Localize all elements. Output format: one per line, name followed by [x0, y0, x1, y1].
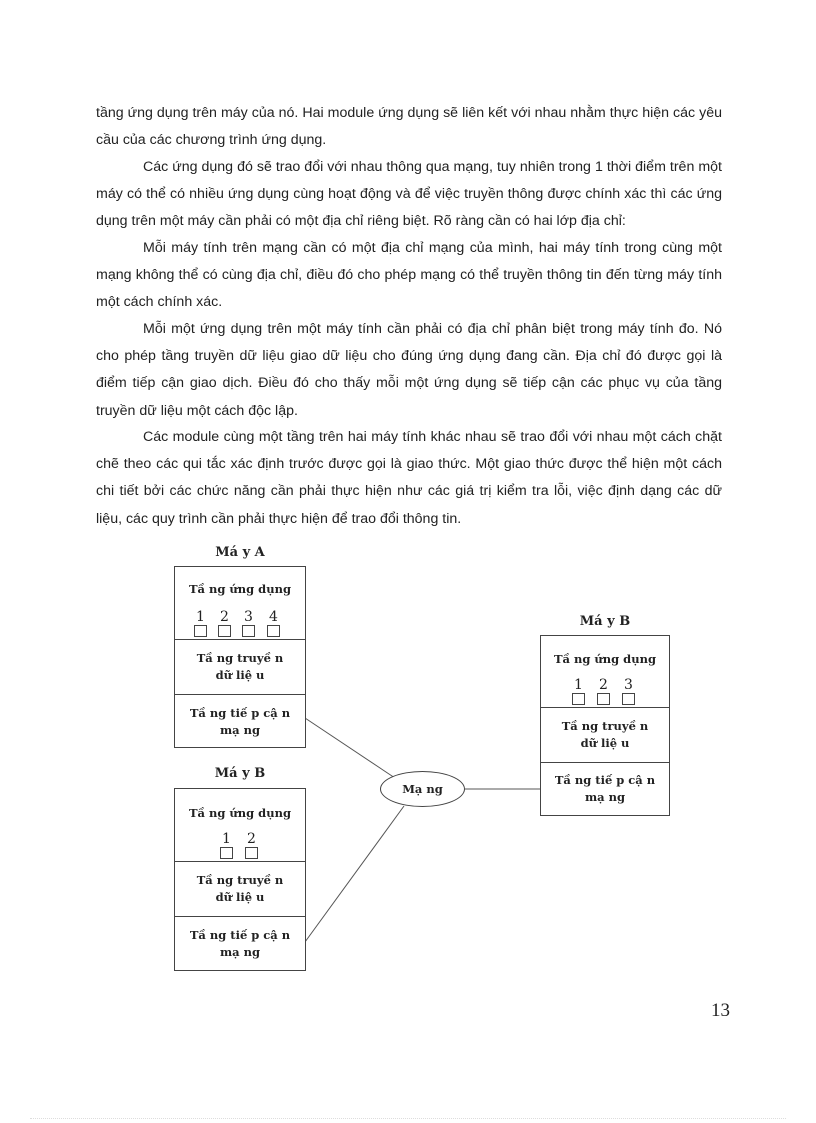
port-square	[194, 625, 207, 637]
access-line-1: Tầ ng tiế p cậ n	[554, 773, 656, 787]
access-line-1: Tầ ng tiế p cậ n	[189, 928, 291, 942]
port-square	[242, 625, 255, 637]
port-square	[267, 625, 280, 637]
port-number: 3	[244, 609, 253, 625]
machine-a-app-layer	[175, 567, 305, 639]
access-line-2: mạ ng	[219, 945, 261, 959]
port-square	[245, 847, 258, 859]
paragraph-5: Các module cùng một tầng trên hai máy tính khác nhau sẽ trao đổi với nhau một cách chặt chẽ theo các qui tắc xác định trước được gọi là giao thức. Một giao thức được thể hiện một cách chi tiết bởi các chức năng cần phải thực hiện như các giá trị kiểm tra lỗi, việc định dạng các dữ liệu, các quy trình cần phải thực hiện để trao đổi thông tin.	[96, 429, 722, 527]
link-b-left-to-network	[305, 806, 404, 942]
machine-a-transport-layer	[175, 639, 305, 694]
machine-a-label: Má y A	[215, 545, 265, 560]
transport-line-1: Tầ ng truyề n	[196, 873, 284, 887]
machine-b-right-app-layer-label: Tầ ng ứng dụng	[554, 652, 656, 666]
transport-line-2: dữ liệ u	[215, 668, 265, 682]
paragraph-4: Mỗi một ứng dụng trên một máy tính cần phải có địa chỉ phân biệt trong máy tính đo. Nó cho phép tầng truyền dữ liệu giao dữ liệu cho đúng ứng dụng đang cần. Địa chỉ đó được gọi là điểm tiếp cận giao dịch. Điều đó cho thấy mỗi một ứng dụng sẽ tiếp cận các phục vụ của tầng truyền dữ liệu một cách độc lập.	[96, 321, 722, 419]
port	[220, 831, 233, 859]
port-number: 2	[247, 831, 256, 847]
port	[218, 609, 231, 637]
port-number: 2	[220, 609, 229, 625]
port	[267, 609, 280, 637]
port	[572, 677, 585, 705]
transport-line-2: dữ liệ u	[580, 736, 630, 750]
machine-b-left-app-layer	[175, 789, 305, 861]
paragraph-3: Mỗi máy tính trên mạng cần có một địa chỉ mạng của mình, hai máy tính trong cùng một mạng không thể có cùng địa chỉ, điều đó cho phép mạng có thể truyền thông tin đến từng máy tính một cách chính xác.	[96, 240, 722, 311]
port	[242, 609, 255, 637]
port-number: 1	[196, 609, 205, 625]
machine-a-box	[174, 566, 306, 748]
machine-b-left-box	[174, 788, 306, 971]
port-square	[622, 693, 635, 705]
port-number: 1	[574, 677, 583, 693]
page-number: 13	[711, 1000, 730, 1021]
paragraph-1: tầng ứng dụng trên máy của nó. Hai module ứng dụng sẽ liên kết với nhau nhằm thực hiện các yêu cầu của các chương trình ứng dụng.	[96, 105, 722, 149]
access-line-1: Tầ ng tiế p cậ n	[189, 706, 291, 720]
machine-b-right-label: Má y B	[579, 614, 631, 629]
machine-b-right-access-layer	[541, 762, 669, 817]
port	[194, 609, 207, 637]
machine-b-left-label: Má y B	[214, 766, 266, 781]
network-node: Mạ ng	[380, 771, 465, 807]
port-square	[597, 693, 610, 705]
access-line-2: mạ ng	[219, 723, 261, 737]
port	[597, 677, 610, 705]
paragraph-2: Các ứng dụng đó sẽ trao đổi với nhau thông qua mạng, tuy nhiên trong 1 thời điểm trên một máy có thể có nhiều ứng dụng cùng hoạt động và để việc truyền thông được chính xác thì các ứng dụng trên một máy cần phải có một địa chỉ riêng biệt. Rõ ràng cần có hai lớp địa chỉ:	[96, 159, 722, 230]
transport-line-1: Tầ ng truyề n	[561, 719, 649, 733]
port-number: 3	[624, 677, 633, 693]
access-line-2: mạ ng	[584, 790, 626, 804]
machine-b-left-access-layer	[175, 916, 305, 972]
machine-b-left-transport-layer	[175, 861, 305, 916]
port-number: 1	[222, 831, 231, 847]
machine-b-right-app-layer	[541, 636, 669, 707]
port-number: 2	[599, 677, 608, 693]
page-bottom-rule	[30, 1118, 786, 1119]
transport-line-1: Tầ ng truyề n	[196, 651, 284, 665]
machine-b-right-transport-layer	[541, 707, 669, 762]
link-a-to-network	[305, 718, 395, 778]
port-square	[218, 625, 231, 637]
port	[622, 677, 635, 705]
machine-a-access-layer	[175, 694, 305, 749]
port-square	[572, 693, 585, 705]
port	[245, 831, 258, 859]
machine-a-app-layer-label: Tầ ng ứng dụng	[189, 582, 291, 596]
port-square	[220, 847, 233, 859]
port-number: 4	[269, 609, 278, 625]
machine-b-right-box	[540, 635, 670, 816]
machine-b-left-app-layer-label: Tầ ng ứng dụng	[189, 806, 291, 820]
transport-line-2: dữ liệ u	[215, 890, 265, 904]
